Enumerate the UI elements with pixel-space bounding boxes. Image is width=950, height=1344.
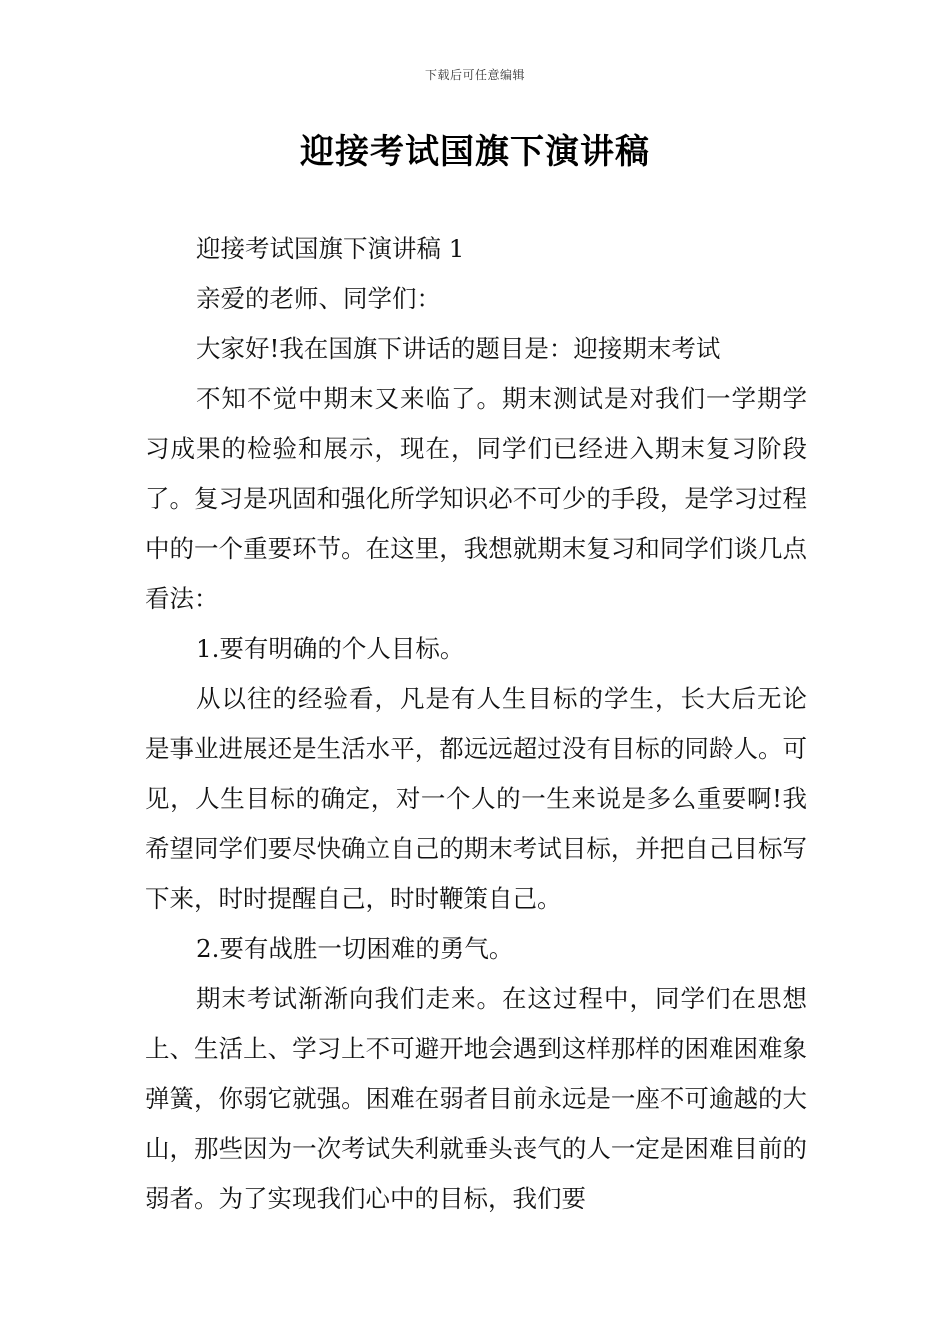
- point-1-heading: 1.要有明确的个人目标。: [196, 634, 465, 663]
- intro-paragraph: 不知不觉中期末又来临了。期末测试是对我们一学期学习成果的检验和展示，现在，同学们已经进入期末复习阶段了。复习是巩固和强化所学知识必不可少的手段，是学习过程中的一个重要环节。在这里，我想就期末复习和同学们谈几点看法：: [145, 384, 807, 613]
- document-body: [145, 224, 807, 1224]
- point-1-paragraph: 从以往的经验看，凡是有人生目标的学生，长大后无论是事业进展还是生活水平，都远远超过没有目标的同龄人。可见，人生目标的确定，对一个人的一生来说是多么重要啊!我希望同学们要尽快确立自己的期末考试目标，并把自己目标写下来，时时提醒自己，时时鞭策自己。: [145, 684, 807, 913]
- header-note: 下载后可任意编辑: [424, 68, 525, 82]
- point-2-paragraph: 期末考试渐渐向我们走来。在这过程中，同学们在思想上、生活上、学习上不可避开地会遇到这样那样的困难困难象弹簧，你弱它就强。困难在弱者目前永远是一座不可逾越的大山，那些因为一次考试失利就垂头丧气的人一定是困难目前的弱者。为了实现我们心中的目标，我们要: [145, 984, 807, 1213]
- salutation-paragraph: 亲爱的老师、同学们：: [196, 284, 441, 313]
- greeting-paragraph: 大家好!我在国旗下讲话的题目是：迎接期末考试: [196, 334, 721, 363]
- document-title: 迎接考试国旗下演讲稿: [300, 132, 650, 172]
- point-2-heading: 2.要有战胜一切困难的勇气。: [196, 934, 514, 963]
- subtitle-paragraph: 迎接考试国旗下演讲稿 1: [196, 234, 465, 263]
